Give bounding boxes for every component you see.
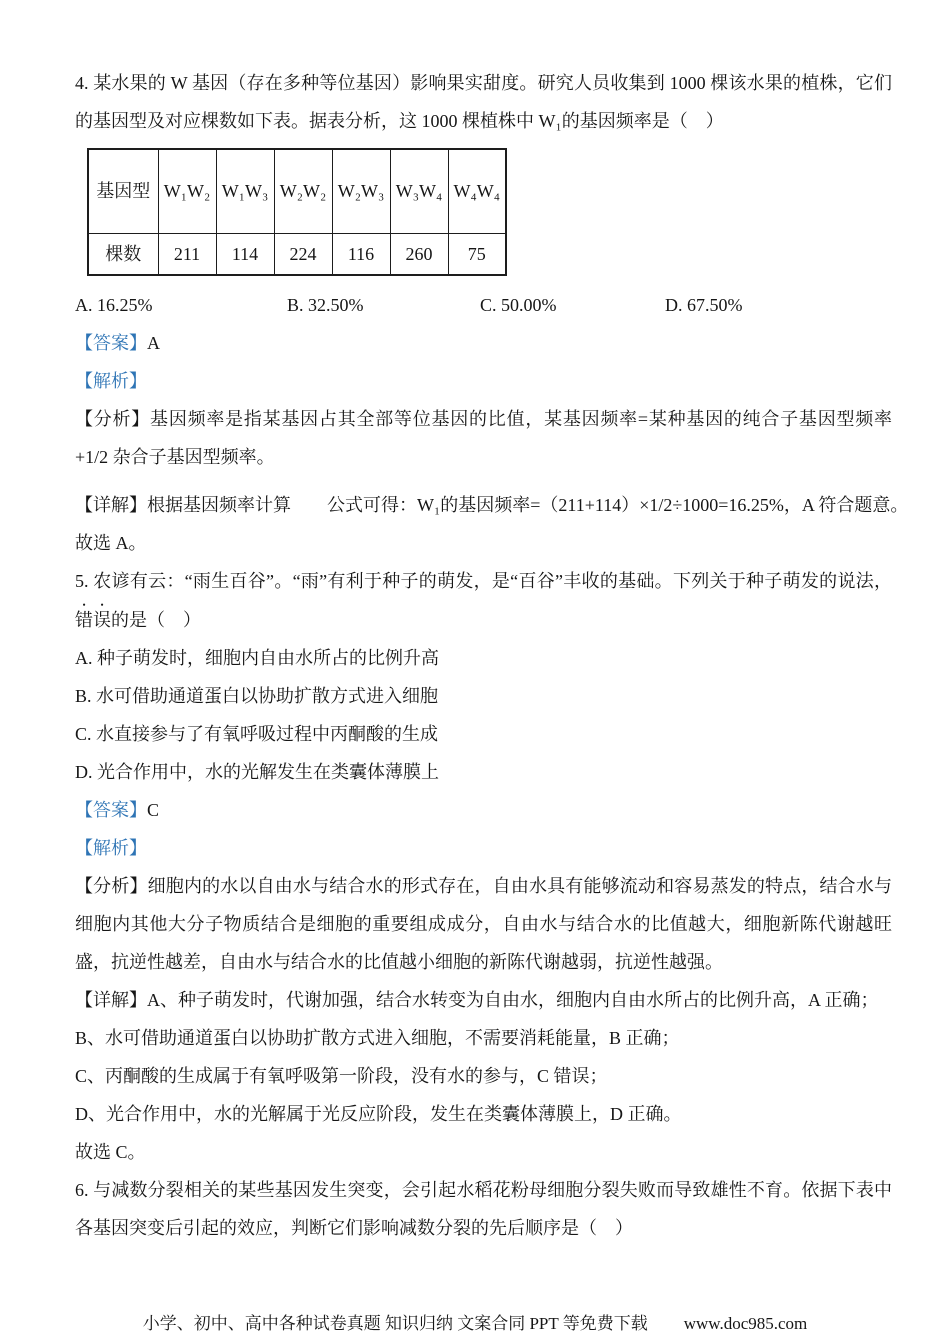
q5-stem-text: 5. 农谚有云：“雨生百谷”。“雨”有利于种子的萌发，是“百谷”丰收的基础。下列关于种子萌发的说法，	[75, 571, 892, 591]
question-5-block	[75, 562, 892, 1171]
q5-option-c: C. 水直接参与了有氧呼吸过程中丙酮酸的生成	[75, 724, 439, 744]
q4-option-b: B. 32.50%	[287, 295, 364, 315]
q4-jiexi-line	[75, 362, 892, 400]
page-footer	[0, 1312, 950, 1336]
q5-answer-value: C	[147, 800, 160, 820]
genotype-cell: W₁W₂	[158, 149, 216, 233]
count-cell: 116	[332, 233, 390, 275]
answer-label: 【答案】	[75, 333, 147, 353]
q4-option-c: C. 50.00%	[480, 295, 557, 315]
genotype-cell: W₄W₄	[448, 149, 506, 233]
genotype-cell: W₂W₃	[332, 149, 390, 233]
table-row-counts	[88, 233, 506, 275]
footer-text: 小学、初中、高中各种试卷真题 知识归纳 文案合同 PPT 等免费下载	[142, 1314, 648, 1333]
footer-site-link[interactable]: www.doc985.com	[683, 1314, 808, 1333]
q6-stem: 6. 与减数分裂相关的某些基因发生突变，会引起水稻花粉母细胞分裂失败而导致雄性不育。依据下表中各基因突变后引起的效应，判断它们影响减数分裂的先后顺序是（ ）	[75, 1180, 892, 1238]
genotype-cell: W₂W₂	[274, 149, 332, 233]
q4-option-a: A. 16.25%	[75, 295, 153, 315]
q4-option-d: D. 67.50%	[665, 295, 743, 315]
q5-analysis: 【分析】细胞内的水以自由水与结合水的形式存在，自由水具有能够流动和容易蒸发的特点，结合水与细胞内其他大分子物质结合是细胞的重要组成成分，自由水与结合水的比值越大，细胞新陈代谢越旺盛，抗逆性越差，自由水与结合水的比值越小细胞的新陈代谢越弱，抗逆性越强。	[75, 876, 892, 972]
q4-detail: 【详解】根据基因频率计算 公式可得：W₁的基因频率=（211+114）×1/2÷1000=16.25%，A 符合题意。	[75, 495, 909, 515]
question-6-block	[75, 1171, 892, 1247]
jiexi-label: 【解析】	[75, 838, 147, 858]
q5-detail-b: B、水可借助通道蛋白以协助扩散方式进入细胞，不需要消耗能量，B 正确；	[75, 1028, 680, 1048]
q5-answer-line	[75, 791, 892, 829]
q5-stem-emphasized-word: 错误	[75, 610, 111, 630]
q4-conclusion: 故选 A。	[75, 533, 147, 553]
count-cell: 260	[390, 233, 448, 275]
q4-answer-line	[75, 324, 892, 362]
jiexi-label: 【解析】	[75, 371, 147, 391]
q5-jiexi-line	[75, 829, 892, 867]
q4-genotype-table	[87, 148, 507, 276]
table-row-genotype	[88, 149, 506, 233]
q5-option-d: D. 光合作用中，水的光解发生在类囊体薄膜上	[75, 762, 439, 782]
q4-answer-value: A	[147, 333, 160, 353]
q5-detail-c: C、丙酮酸的生成属于有氧呼吸第一阶段，没有水的参与，C 错误；	[75, 1066, 608, 1086]
q5-option-a: A. 种子萌发时，细胞内自由水所占的比例升高	[75, 648, 439, 668]
count-cell: 114	[216, 233, 274, 275]
q4-analysis: 【分析】基因频率是指某基因占其全部等位基因的比值，某基因频率=某种基因的纯合子基因型频率+1/2 杂合子基因型频率。	[75, 409, 892, 467]
count-cell: 211	[158, 233, 216, 275]
genotype-cell: W₁W₃	[216, 149, 274, 233]
q5-stem	[75, 562, 892, 639]
counts-row-header: 棵数	[88, 233, 158, 275]
q5-stem-text-tail: 的是（ ）	[111, 610, 201, 630]
answer-label: 【答案】	[75, 800, 147, 820]
genotype-cell: W₃W₄	[390, 149, 448, 233]
q4-stem: 4. 某水果的 W 基因（存在多种等位基因）影响果实甜度。研究人员收集到 1000 棵该水果的植株，它们的基因型及对应棵数如下表。据表分析，这 1000 棵植株中 W₁的基因频率是（ ）	[75, 73, 892, 131]
q5-detail-d: D、光合作用中，水的光解属于光反应阶段，发生在类囊体薄膜上，D 正确。	[75, 1104, 682, 1124]
question-4-block	[75, 64, 909, 562]
q5-conclusion: 故选 C。	[75, 1142, 146, 1162]
count-cell: 75	[448, 233, 506, 275]
q5-option-b: B. 水可借助通道蛋白以协助扩散方式进入细胞	[75, 686, 439, 706]
q5-detail-a: 【详解】A、种子萌发时，代谢加强，结合水转变为自由水，细胞内自由水所占的比例升高，A 正确；	[75, 990, 879, 1010]
count-cell: 224	[274, 233, 332, 275]
genotype-row-header: 基因型	[88, 149, 158, 233]
q4-options-row	[75, 286, 892, 324]
